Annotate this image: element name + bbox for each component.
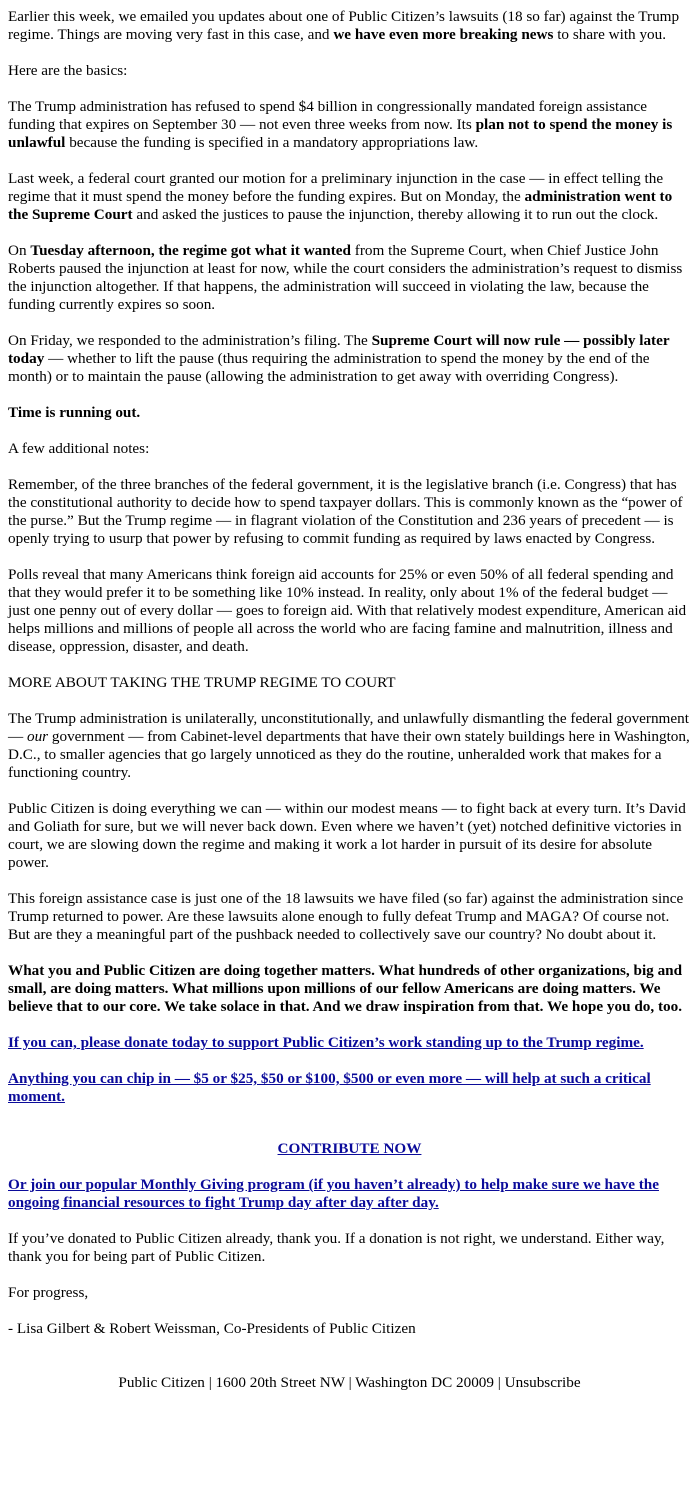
funding-text-end: because the funding is specified in a mandatory appropriations law. [65, 134, 479, 151]
monthly-giving-link[interactable]: Or join our popular Monthly Giving program (if you haven’t already) to help make sure we have the ongoing financial resources to fight Trump day after day after day. [8, 1176, 659, 1211]
section-heading: MORE ABOUT TAKING THE TRUMP REGIME TO COURT [8, 674, 396, 691]
supreme-court-text: On [8, 242, 31, 259]
unsubscribe-link[interactable]: Unsubscribe [504, 1374, 581, 1391]
response-text-end: — whether to lift the pause (thus requiring the administration to spend the money by the end of the month) or to maintain the pause (allowing the administration to get away with overriding Congress). [8, 350, 650, 385]
footer-org: Public Citizen [118, 1374, 205, 1391]
injunction-text-end: and asked the justices to pause the injunction, thereby allowing it to run out the clock. [132, 206, 659, 223]
response-emphasis: Supreme Court will now rule — possibly later today [8, 332, 670, 367]
basics-paragraph: Here are the basics: [8, 62, 128, 79]
power-of-purse-paragraph: Remember, of the three branches of the federal government, it is the legislative branch (i.e. Congress) that has the constitutional authority to decide how to spend taxpayer dollars. This is commonly known as the “power of the purse.” But the Trump regime — in flagrant violation of the Constitution and 236 years of precedent — is openly trying to usurp that power by refusing to commit funding as required by laws enacted by Congress. [8, 476, 683, 547]
chip-in-paragraph [8, 1070, 691, 1106]
intro-emphasis: we have even more breaking news [333, 26, 554, 43]
chip-in-link[interactable]: Anything you can chip in — $5 or $25, $50 or $100, $500 or even more — will help at such a critical moment. [8, 1070, 651, 1105]
matters-paragraph: What you and Public Citizen are doing together matters. What hundreds of other organizations, big and small, are doing matters. What millions upon millions of our fellow Americans are doing matters. We believe that to our core. We take solace in that. And we draw inspiration from that. We hope you do, too. [8, 962, 683, 1015]
contribute-paragraph [8, 1140, 691, 1158]
donate-link[interactable]: If you can, please donate today to support Public Citizen’s work standing up to the Trump regime. [8, 1034, 644, 1051]
intro-paragraph [8, 8, 691, 44]
signature: - Lisa Gilbert & Robert Weissman, Co-Presidents of Public Citizen [8, 1320, 416, 1337]
response-text: On Friday, we responded to the administration’s filing. The [8, 332, 372, 349]
contribute-now-button[interactable]: CONTRIBUTE NOW [277, 1140, 422, 1157]
response-paragraph [8, 332, 691, 386]
intro-text: Earlier this week, we emailed you updates about one of Public Citizen’s lawsuits (18 so far) against the Trump regime. Things are moving very fast in this case, and [8, 8, 680, 43]
foreign-aid-paragraph: Polls reveal that many Americans think foreign aid accounts for 25% or even 50% of all federal spending and that they would prefer it to be something like 10% instead. In reality, only about 1% of the federal budget — just one penny out of every dollar — goes to foreign aid. With that relatively modest expenditure, American aid helps millions and millions of people all across the world who are facing famine and malnutrition, illness and disease, oppression, disaster, and death. [8, 566, 687, 655]
supreme-court-text-end: from the Supreme Court, when Chief Justice John Roberts paused the injunction at least for now, while the court considers the administration’s request to dismiss the injunction altogether. If that happens, the administration will succeed in violating the law, because the funding currently expires so soon. [8, 242, 683, 313]
dismantling-emphasis: our [26, 728, 49, 745]
donate-paragraph [8, 1034, 691, 1052]
supreme-court-emphasis: Tuesday afternoon, the regime got what it wanted [30, 242, 351, 259]
injunction-paragraph [8, 170, 691, 224]
footer-city: Washington DC 20009 [355, 1374, 494, 1391]
dismantling-text: The Trump administration is unilaterally, unconstitutionally, and unlawfully dismantling the federal government — [8, 710, 689, 745]
injunction-emphasis: administration went to the Supreme Court [8, 188, 673, 223]
dismantling-paragraph [8, 710, 691, 782]
thanks-paragraph: If you’ve donated to Public Citizen already, thank you. If a donation is not right, we understand. Either way, thank you for being part of Public Citizen. [8, 1230, 665, 1265]
funding-text: The Trump administration has refused to spend $4 billion in congressionally mandated foreign assistance funding that expires on September 30 — not even three weeks from now. Its [8, 98, 648, 133]
lawsuits-paragraph: This foreign assistance case is just one of the 18 lawsuits we have filed (so far) against the administration since Trump returned to power. Are these lawsuits alone enough to fully defeat Trump and MAGA? Of course not. But are they a meaningful part of the pushback needed to collectively save our country? No doubt about it. [8, 890, 684, 943]
intro-text-end: to share with you. [553, 26, 667, 43]
notes-intro: A few additional notes: [8, 440, 150, 457]
supreme-court-paragraph [8, 242, 691, 314]
footer-separator: | [494, 1374, 505, 1391]
footer [8, 1374, 691, 1392]
footer-separator: | [204, 1374, 216, 1391]
footer-address: 1600 20th Street NW [215, 1374, 345, 1391]
closing: For progress, [8, 1284, 89, 1301]
time-running-out: Time is running out. [8, 404, 141, 421]
dismantling-text-end: government — from Cabinet-level departments that have their own stately buildings here in Washington, D.C., to smaller agencies that go largely unnoticed as they do the routine, unheralded work that makes for a functioning country. [8, 728, 690, 781]
monthly-paragraph [8, 1176, 691, 1212]
funding-paragraph [8, 98, 691, 152]
injunction-text: Last week, a federal court granted our motion for a preliminary injunction in the case — in effect telling the regime that it must spend the money before the funding expires. But on Monday, the [8, 170, 664, 205]
footer-separator: | [344, 1374, 356, 1391]
fight-back-paragraph: Public Citizen is doing everything we can — within our modest means — to fight back at every turn. It’s David and Goliath for sure, but we will never back down. Even where we haven’t (yet) notched definitive victories in court, we are slowing down the regime and making it work a lot harder in pursuit of its desire for absolute power. [8, 800, 686, 871]
funding-emphasis: plan not to spend the money is unlawful [8, 116, 673, 151]
